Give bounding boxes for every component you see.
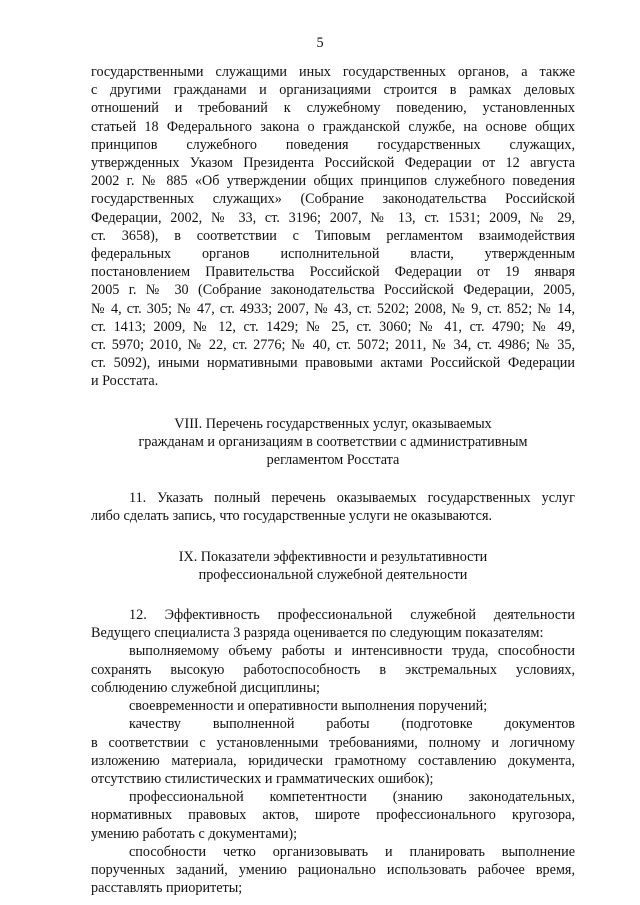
text-line: умению работать с документами); <box>91 825 298 842</box>
text-line: качеству выполненной работы (подготовке документов <box>129 716 575 733</box>
text-line: 2002 г. № 885 «Об утверждении общих принципов служебного поведения <box>91 173 575 190</box>
text-line: профессиональной компетентности (знанию законодательных, <box>129 789 575 806</box>
text-line: государственных служащих» (Собрание законодательства Российской <box>91 191 575 208</box>
page-number: 5 <box>316 35 324 51</box>
heading-line: VIII. Перечень государственных услуг, оказываемых <box>174 415 492 432</box>
section-heading-viii <box>91 415 575 470</box>
text-line: либо сделать запись, что государственные услуги не оказываются. <box>91 508 493 525</box>
indicator-item <box>91 715 575 788</box>
text-line: утвержденных Указом Президента Российской Федерации от 12 августа <box>91 155 575 172</box>
text-line: и Росстата. <box>91 373 159 390</box>
text-line: Ведущего специалиста 3 разряда оценивается по следующим показателям: <box>91 625 544 642</box>
heading-line: профессиональной служебной деятельности <box>198 566 468 583</box>
heading-line: гражданам и организациям в соответствии с административным <box>138 433 528 450</box>
indicator-item <box>91 697 575 715</box>
text-line: отсутствию стилистических и грамматических ошибок); <box>91 770 434 787</box>
text-line: сохранять высокую работоспособность в экстремальных условиях, <box>91 661 575 678</box>
text-line: постановлением Правительства Российской Федерации от 19 января <box>91 264 575 281</box>
text-line: ст. 5970; 2010, № 22, ст. 2776; № 40, ст. 5072; 2011, № 34, ст. 4986; № 35, <box>91 337 575 354</box>
text-line: в соответствии с установленными требованиями, полному и логичному <box>91 734 575 751</box>
text-line: с другими гражданами и организациями строится в рамках деловых <box>91 82 575 99</box>
paragraph-intro <box>91 63 575 391</box>
heading-line: IX. Показатели эффективности и результативности <box>178 548 488 565</box>
text-line: 2005 г. № 30 (Собрание законодательства Российской Федерации, 2005, <box>91 282 575 299</box>
text-line: № 4, ст. 305; № 47, ст. 4933; 2007, № 43, ст. 5202; 2008, № 9, ст. 852; № 14, <box>91 300 575 317</box>
section-heading-ix <box>91 548 575 584</box>
paragraph-11 <box>91 489 575 525</box>
text-line: порученных заданий, умению рационально использовать рабочее время, <box>91 861 575 878</box>
text-line: своевременности и оперативности выполнения поручений; <box>129 698 488 715</box>
text-line: отношений и требований к служебному поведению, установленных <box>91 100 575 117</box>
text-line: государственными служащими иных государственных органов, а также <box>91 64 575 80</box>
text-line: способности четко организовывать и планировать выполнение <box>129 843 575 860</box>
text-line: Федерации, 2002, № 33, ст. 3196; 2007, № 13, ст. 1531; 2009, № 29, <box>91 209 575 226</box>
text-line: 12. Эффективность профессиональной служебной деятельности <box>129 607 575 624</box>
text-line: принципов служебного поведения государственных служащих, <box>91 136 575 153</box>
text-line: ст. 1413; 2009, № 12, ст. 1429; № 25, ст. 3060; № 41, ст. 4790; № 49, <box>91 318 575 335</box>
text-line: федеральных органов исполнительной власти, утвержденным <box>91 246 575 263</box>
indicator-item <box>91 642 575 697</box>
text-line: расставлять приоритеты; <box>91 880 243 897</box>
text-line: 11. Указать полный перечень оказываемых государственных услуг <box>129 490 575 507</box>
text-line: статьей 18 Федерального закона о гражданской службе, на основе общих <box>91 118 575 135</box>
indicator-item <box>91 788 575 843</box>
page-content <box>91 63 575 897</box>
paragraph-12 <box>91 606 575 642</box>
text-line: нормативных правовых актов, широте профессионального кругозора, <box>91 807 575 824</box>
text-line: изложению материала, юридически грамотному составлению документа, <box>91 752 575 769</box>
indicator-item <box>91 843 575 898</box>
heading-line: регламентом Росстата <box>266 452 400 469</box>
text-line: соблюдению служебной дисциплины; <box>91 679 320 696</box>
text-line: выполняемому объему работы и интенсивности труда, способности <box>129 643 575 660</box>
text-line: ст. 3658), в соответствии с Типовым регламентом взаимодействия <box>91 227 575 244</box>
text-line: ст. 5092), иными нормативными правовыми актами Российской Федерации <box>91 355 575 372</box>
